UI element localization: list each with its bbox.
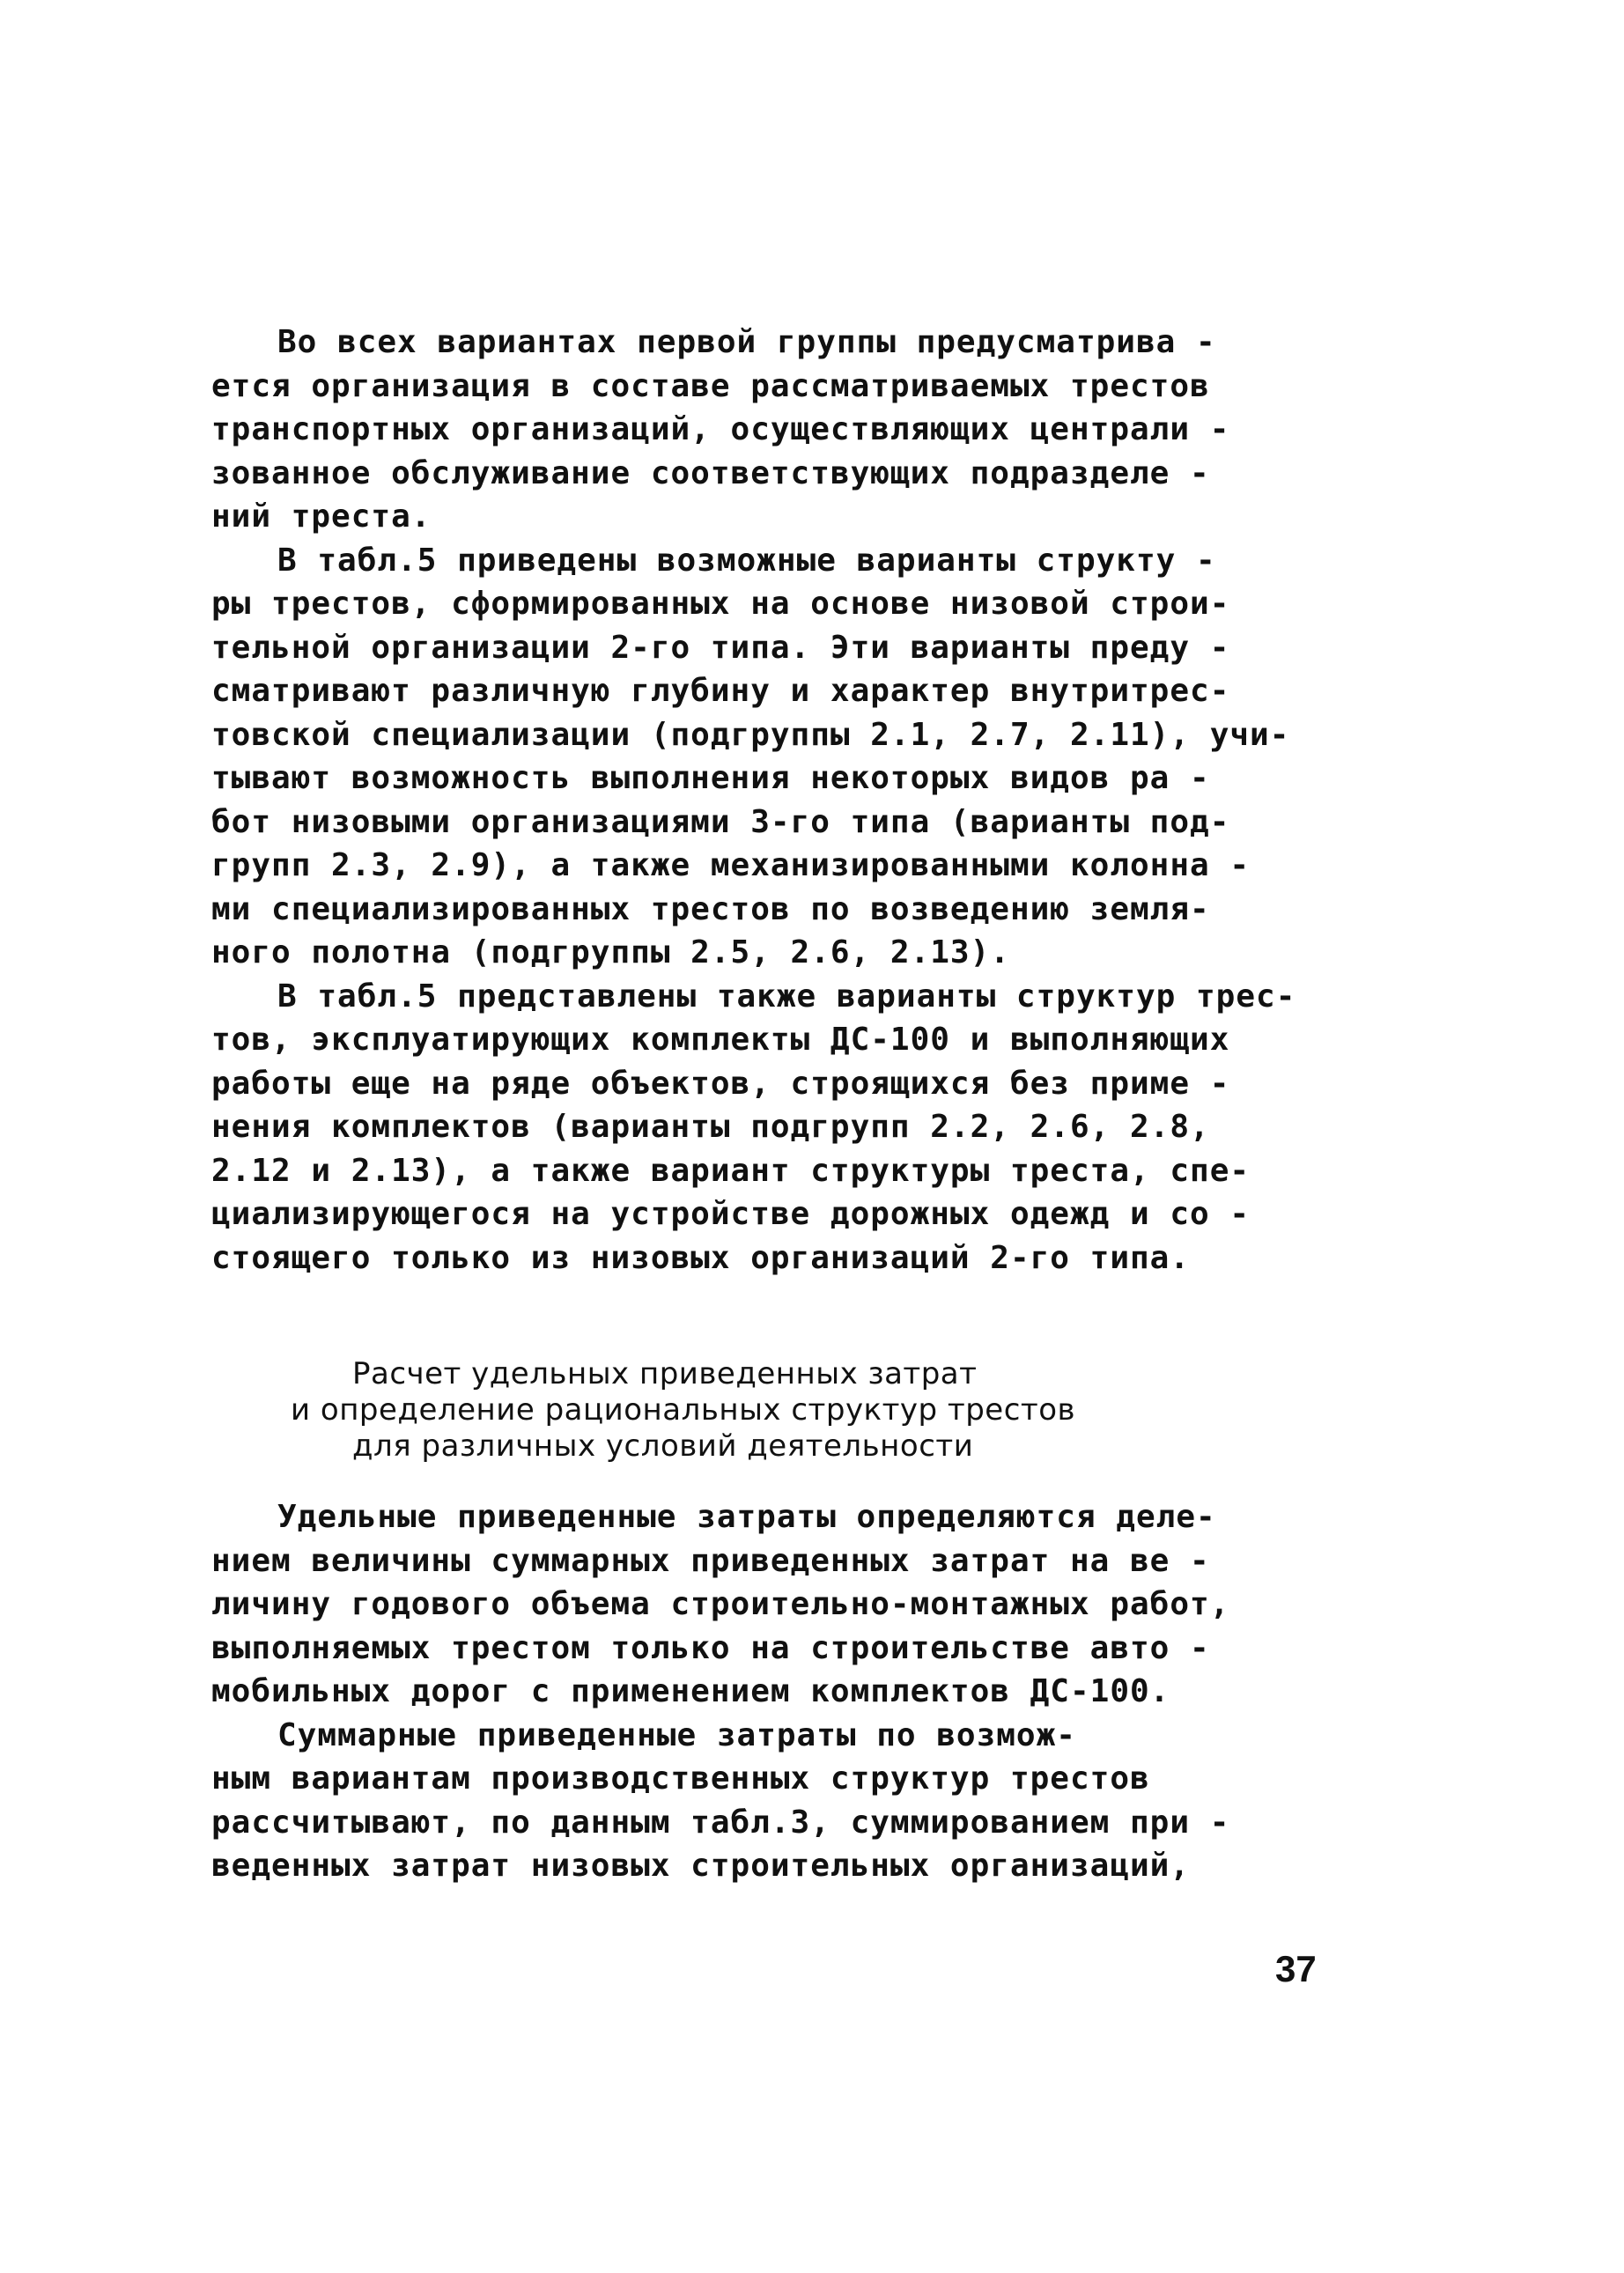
text-line: сматривают различную глубину и характер внутритрес-: [211, 673, 1230, 709]
heading-line: и определение рациональных структур трестов: [291, 1392, 1076, 1428]
paragraph: [211, 321, 1312, 539]
text-line: нием величины суммарных приведенных затрат на ве -: [211, 1542, 1210, 1579]
text-line: групп 2.3, 2.9), а также механизированными колонна -: [211, 847, 1251, 883]
text-line: тов, эксплуатирующих комплекты ДС-100 и выполняющих: [211, 1022, 1230, 1058]
text-line: выполняемых трестом только на строительстве авто -: [211, 1629, 1210, 1666]
heading-line: для различных условий деятельности: [352, 1428, 974, 1464]
paragraph: [211, 1495, 1312, 1714]
text-line: ры трестов, сформированных на основе низовой строи-: [211, 586, 1230, 622]
text-line: транспортных организаций, осуществляющих централи -: [211, 411, 1230, 447]
text-line: работы еще на ряде объектов, строящихся без приме -: [211, 1065, 1230, 1102]
paragraph: [211, 975, 1312, 1280]
text-line: мобильных дорог с применением комплектов ДС-100.: [211, 1673, 1170, 1709]
text-line: ний треста.: [211, 498, 432, 535]
text-line: Суммарные приведенные затраты по возмож-: [277, 1716, 1076, 1753]
text-line: В табл.5 представлены также варианты структур трес-: [277, 978, 1296, 1015]
text-line: товской специализации (подгруппы 2.1, 2.7, 2.11), учи-: [211, 716, 1290, 753]
text-line: бот низовыми организациями 3-го типа (варианты под-: [211, 803, 1230, 840]
text-line: В табл.5 приведены возможные варианты структу -: [277, 542, 1216, 579]
text-line: тывают возможность выполнения некоторых видов ра -: [211, 760, 1210, 796]
text-line: ного полотна (подгруппы 2.5, 2.6, 2.13).: [211, 934, 1010, 970]
text-line: 2.12 и 2.13), а также вариант структуры треста, спе-: [211, 1152, 1251, 1189]
text-line: рассчитывают, по данным табл.3, суммированием при -: [211, 1804, 1230, 1841]
body-text-lower: [211, 1495, 1312, 1888]
paragraph: [211, 1714, 1312, 1888]
text-line: ным вариантам производственных структур трестов: [211, 1760, 1150, 1797]
text-line: стоящего только из низовых организаций 2-го типа.: [211, 1239, 1191, 1276]
text-line: ми специализированных трестов по возведению земля-: [211, 890, 1210, 927]
page-number: 37: [1275, 1948, 1317, 1989]
body-text-upper: [211, 321, 1312, 1280]
text-line: тельной организации 2-го типа. Эти варианты преду -: [211, 629, 1230, 666]
text-line: зованное обслуживание соответствующих подразделе -: [211, 454, 1210, 491]
paragraph: [211, 539, 1312, 975]
text-line: веденных затрат низовых строительных организаций,: [211, 1848, 1191, 1884]
heading-line: Расчет удельных приведенных затрат: [352, 1356, 978, 1391]
text-line: Во всех вариантах первой группы предусматрива -: [277, 324, 1216, 360]
text-line: циализирующегося на устройстве дорожных одежд и со -: [211, 1196, 1251, 1232]
text-line: ется организация в составе рассматриваемых трестов: [211, 367, 1210, 404]
text-line: Удельные приведенные затраты определяются деле-: [277, 1499, 1216, 1535]
text-line: нения комплектов (варианты подгрупп 2.2, 2.6, 2.8,: [211, 1109, 1210, 1145]
text-line: личину годового объема строительно-монтажных работ,: [211, 1586, 1230, 1622]
section-heading: [291, 1356, 1259, 1465]
